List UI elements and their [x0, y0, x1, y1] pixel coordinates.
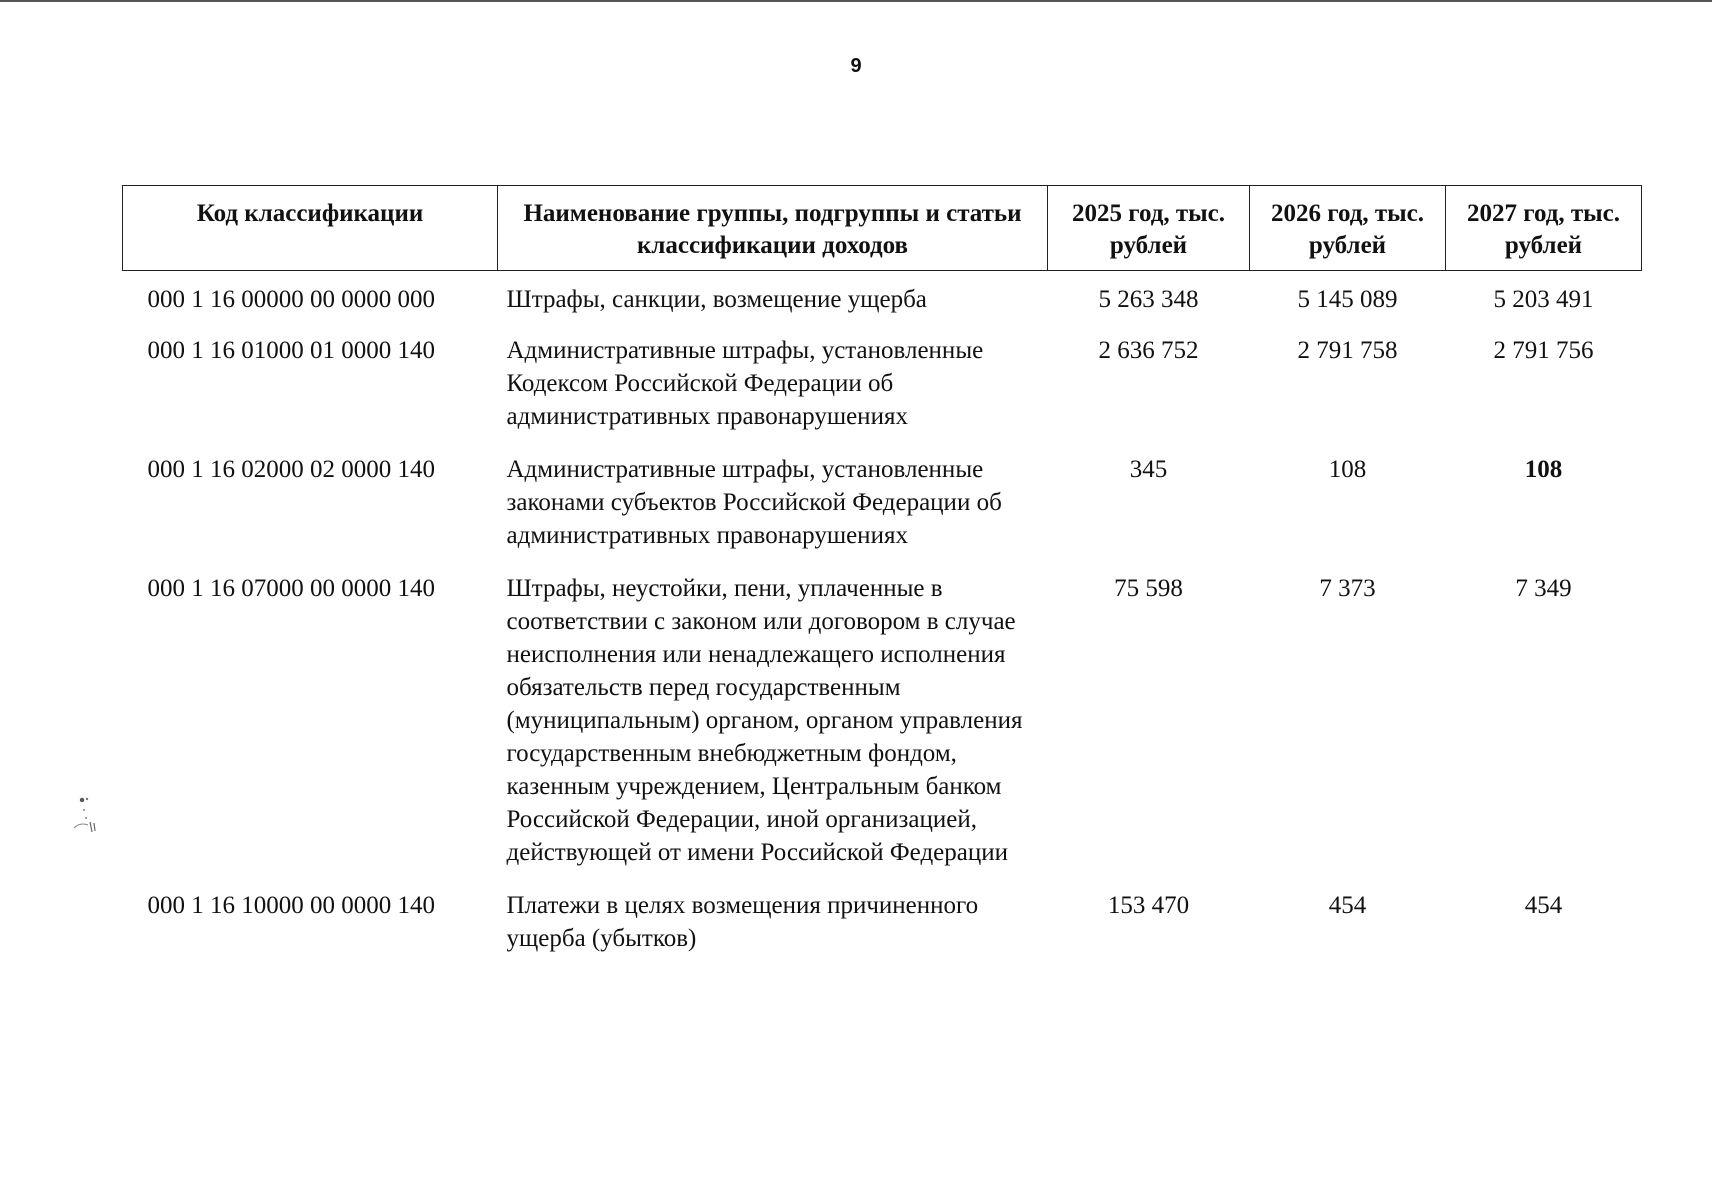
page-number: 9: [850, 55, 862, 77]
value-2026: 7 373: [1319, 575, 1376, 602]
table-body: [123, 271, 1642, 976]
value-2027: 5 203 491: [1493, 286, 1594, 313]
value-2027: 108: [1524, 456, 1563, 483]
header-row: [123, 186, 1642, 271]
classification-name: Платежи в целях возмещения причиненного ущерба (убытков): [506, 892, 979, 952]
value-2025: 345: [1129, 456, 1168, 483]
table-row: [123, 572, 1642, 889]
classification-code: 000 1 16 07000 00 0000 140: [147, 575, 435, 602]
value-2027: 454: [1524, 892, 1563, 919]
classification-name: Административные штрафы, установленные законами субъектов Российской Федерации об административных правонарушениях: [506, 456, 1002, 549]
value-2026: 108: [1328, 456, 1367, 483]
value-2025: 153 470: [1107, 892, 1190, 919]
header-code: Код классификации: [123, 186, 498, 271]
value-2026: 2 791 758: [1297, 337, 1398, 364]
value-2025: 75 598: [1114, 575, 1183, 602]
classification-code: 000 1 16 00000 00 0000 000: [147, 286, 435, 313]
classification-name: Штрафы, санкции, возмещение ущерба: [506, 286, 927, 313]
classification-name: Штрафы, неустойки, пени, уплаченные в соответствии с законом или договором в случае неисполнения или ненадлежащего исполнения обязательств перед государственным (муниципальным) органом, органом управления государственным внебюджетным фондом, казенным учреждением, Центральным банком Российской Федерации, иной организацией, действующей от имени Российской Федерации: [506, 575, 1023, 866]
header-2025: 2025 год, тыс. рублей: [1048, 186, 1250, 271]
scan-artifact-mark: [70, 792, 110, 842]
table-row: [123, 453, 1642, 572]
value-2025: 2 636 752: [1098, 337, 1199, 364]
value-2025: 5 263 348: [1098, 286, 1199, 313]
classification-code: 000 1 16 01000 01 0000 140: [147, 337, 435, 364]
classification-code: 000 1 16 02000 02 0000 140: [147, 456, 435, 483]
classification-name: Административные штрафы, установленные Кодексом Российской Федерации об административных правонарушениях: [506, 337, 984, 430]
header-2026: 2026 год, тыс. рублей: [1250, 186, 1446, 271]
value-2026: 454: [1328, 892, 1367, 919]
revenue-classification-table: [122, 185, 1642, 975]
table-row: [123, 889, 1642, 975]
value-2027: 7 349: [1515, 575, 1572, 602]
value-2027: 2 791 756: [1493, 337, 1594, 364]
classification-code: 000 1 16 10000 00 0000 140: [147, 892, 435, 919]
table-row: [123, 334, 1642, 453]
table-row: [123, 271, 1642, 335]
top-border-line: [0, 0, 1712, 2]
table-header: [123, 186, 1642, 271]
value-2026: 5 145 089: [1297, 286, 1398, 313]
header-2027: 2027 год, тыс. рублей: [1446, 186, 1642, 271]
header-name: Наименование группы, подгруппы и статьи классификации доходов: [498, 186, 1048, 271]
